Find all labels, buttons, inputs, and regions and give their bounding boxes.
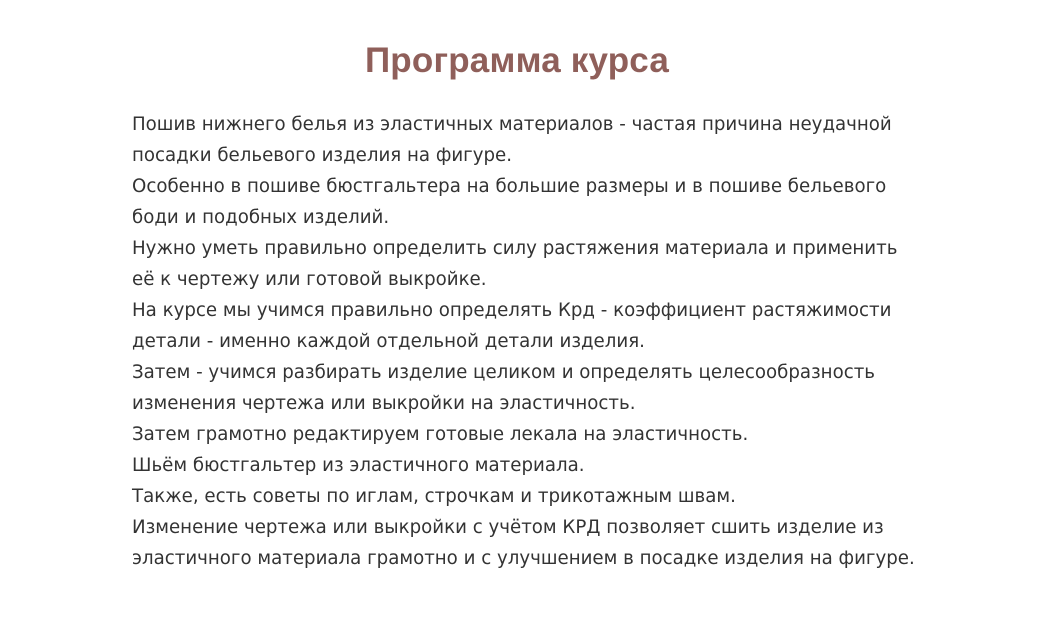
course-description	[132, 109, 922, 574]
paragraph-conclusion: Изменение чертежа или выкройки с учётом КРД позволяет сшить изделие из эластичного материала грамотно и с улучшением в посадке изделия на фигуре.	[132, 517, 915, 569]
paragraph-stretch: Нужно уметь правильно определить силу растяжения материала и применить её к чертежу или готовой выкройке.	[132, 238, 898, 290]
paragraph-tips: Также, есть советы по иглам, строчкам и трикотажным швам.	[132, 486, 736, 507]
paragraph-krd: На курсе мы учимся правильно определять Крд - коэффициент растяжимости детали - именно каждой отдельной детали изделия.	[132, 300, 892, 352]
paragraph-analysis: Затем - учимся разбирать изделие целиком и определять целесообразность изменения чертежа или выкройки на эластичность.	[132, 362, 876, 414]
paragraph-bra-sizes: Особенно в пошиве бюстгальтера на большие размеры и в пошиве бельевого боди и подобных изделий.	[132, 176, 887, 228]
paragraph-patterns: Затем грамотно редактируем готовые лекала на эластичность.	[132, 424, 749, 445]
paragraph-intro: Пошив нижнего белья из эластичных материалов - частая причина неудачной посадки бельевого изделия на фигуре.	[132, 114, 892, 166]
page-title: Программа курса	[364, 41, 670, 80]
paragraph-sewing: Шьём бюстгальтер из эластичного материала.	[132, 455, 585, 476]
